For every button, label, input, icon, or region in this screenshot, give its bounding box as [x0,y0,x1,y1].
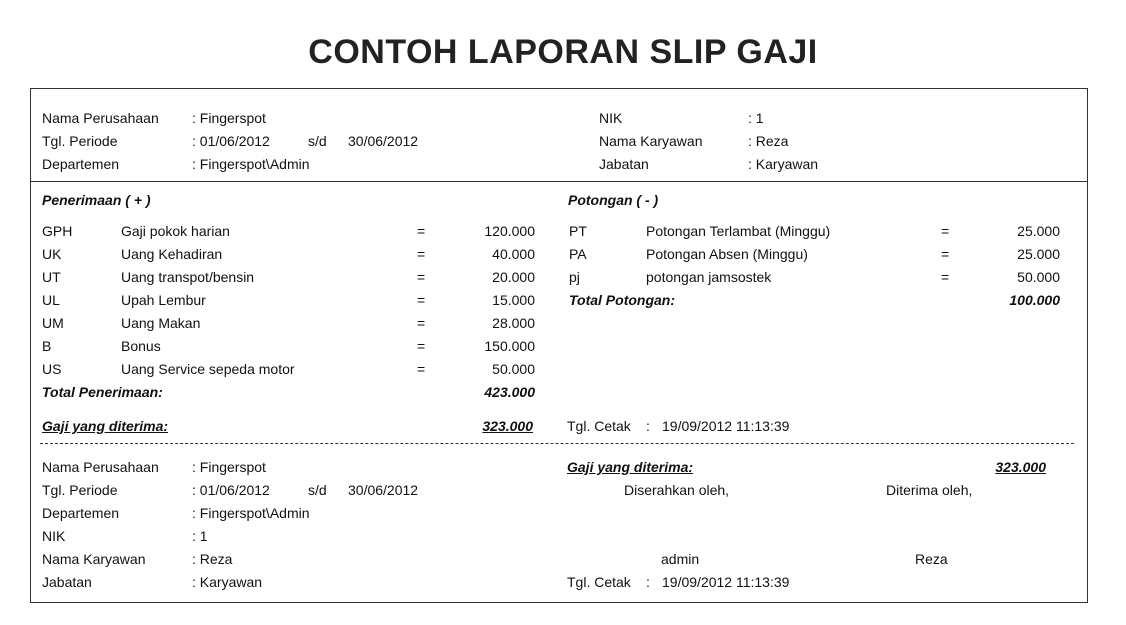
income-row-desc: Upah Lembur [121,292,206,308]
header-divider [31,181,1087,182]
stub-print-date-value: 19/09/2012 11:13:39 [662,574,790,590]
stub-period-separator: s/d [308,482,327,498]
deduction-row-code: PT [569,223,587,239]
stub-print-date-label: Tgl. Cetak [567,574,631,590]
company-value: : Fingerspot [192,110,266,126]
income-row-eq: = [417,315,426,331]
period-separator: s/d [308,133,327,149]
handed-by-name: admin [661,551,700,567]
income-row-amount: 15.000 [492,292,535,308]
stub-period-start: : 01/06/2012 [192,482,270,498]
stub-position-value: : Karyawan [192,574,263,590]
deduction-row-amount: 50.000 [1017,269,1060,285]
income-total-label: Total Penerimaan: [42,384,163,400]
deduction-row-code: PA [569,246,587,262]
income-row-eq: = [417,361,426,377]
income-row-amount: 150.000 [484,338,535,354]
stub-department-label: Departemen [42,505,120,521]
stub-net-pay-label: Gaji yang diterima: [567,459,694,475]
print-date-value: 19/09/2012 11:13:39 [662,418,790,434]
stub-nik-value: : 1 [192,528,208,544]
stub-department-value: : Fingerspot\Admin [192,505,310,521]
income-row-eq: = [417,223,426,239]
stub-company-label: Nama Perusahaan [42,459,159,475]
stub-period-label: Tgl. Periode [42,482,118,498]
deduction-row-eq: = [941,246,950,262]
deduction-total-value: 100.000 [1009,292,1060,308]
income-row-code: UM [42,315,64,331]
deduction-row-eq: = [941,269,950,285]
deduction-row-amount: 25.000 [1017,223,1060,239]
deduction-row-amount: 25.000 [1017,246,1060,262]
income-row-eq: = [417,269,426,285]
nik-label: NIK [599,110,623,126]
income-heading: Penerimaan ( + ) [42,192,151,208]
income-row-eq: = [417,338,426,354]
deduction-row-code: pj [569,269,580,285]
deduction-total-label: Total Potongan: [569,292,676,308]
income-row-code: US [42,361,62,377]
payslip-box [30,88,1088,603]
employee-name-label: Nama Karyawan [599,133,703,149]
deduction-row-desc: Potongan Absen (Minggu) [646,246,808,262]
cut-line-divider [40,443,1074,444]
deduction-heading: Potongan ( - ) [568,192,659,208]
income-row-amount: 28.000 [492,315,535,331]
stub-nik-label: NIK [42,528,66,544]
income-row-desc: Gaji pokok harian [121,223,230,239]
deduction-row-desc: potongan jamsostek [646,269,772,285]
stub-print-date-colon: : [646,574,650,590]
income-row-code: UT [42,269,61,285]
income-row-eq: = [417,246,426,262]
received-by-name: Reza [915,551,948,567]
deduction-row-eq: = [941,223,950,239]
income-row-desc: Uang Kehadiran [121,246,223,262]
period-start: : 01/06/2012 [192,133,270,149]
income-row-code: UK [42,246,62,262]
position-value: : Karyawan [748,156,819,172]
income-row-code: B [42,338,52,354]
position-label: Jabatan [599,156,649,172]
deduction-row-desc: Potongan Terlambat (Minggu) [646,223,831,239]
stub-net-pay-value: 323.000 [995,459,1046,475]
company-label: Nama Perusahaan [42,110,159,126]
income-row-desc: Uang Makan [121,315,201,331]
income-row-desc: Uang Service sepeda motor [121,361,295,377]
stub-company-value: : Fingerspot [192,459,266,475]
income-row-code: UL [42,292,60,308]
nik-value: : 1 [748,110,764,126]
income-row-desc: Bonus [121,338,161,354]
stub-employee-name-value: : Reza [192,551,233,567]
income-row-desc: Uang transpot/bensin [121,269,255,285]
income-row-amount: 40.000 [492,246,535,262]
print-date-colon: : [646,418,650,434]
received-by-label: Diterima oleh, [886,482,973,498]
period-label: Tgl. Periode [42,133,118,149]
department-label: Departemen [42,156,120,172]
income-row-code: GPH [42,223,73,239]
page-title: CONTOH LAPORAN SLIP GAJI [308,33,818,71]
employee-name-value: : Reza [748,133,789,149]
handed-by-label: Diserahkan oleh, [624,482,730,498]
income-row-amount: 20.000 [492,269,535,285]
income-total-value: 423.000 [484,384,535,400]
stub-position-label: Jabatan [42,574,92,590]
stub-period-end: 30/06/2012 [348,482,419,498]
income-row-amount: 120.000 [484,223,535,239]
stub-employee-name-label: Nama Karyawan [42,551,146,567]
department-value: : Fingerspot\Admin [192,156,310,172]
period-end: 30/06/2012 [348,133,419,149]
net-pay-value: 323.000 [482,418,533,434]
print-date-label: Tgl. Cetak [567,418,631,434]
income-row-amount: 50.000 [492,361,535,377]
income-row-eq: = [417,292,426,308]
net-pay-label: Gaji yang diterima: [42,418,169,434]
